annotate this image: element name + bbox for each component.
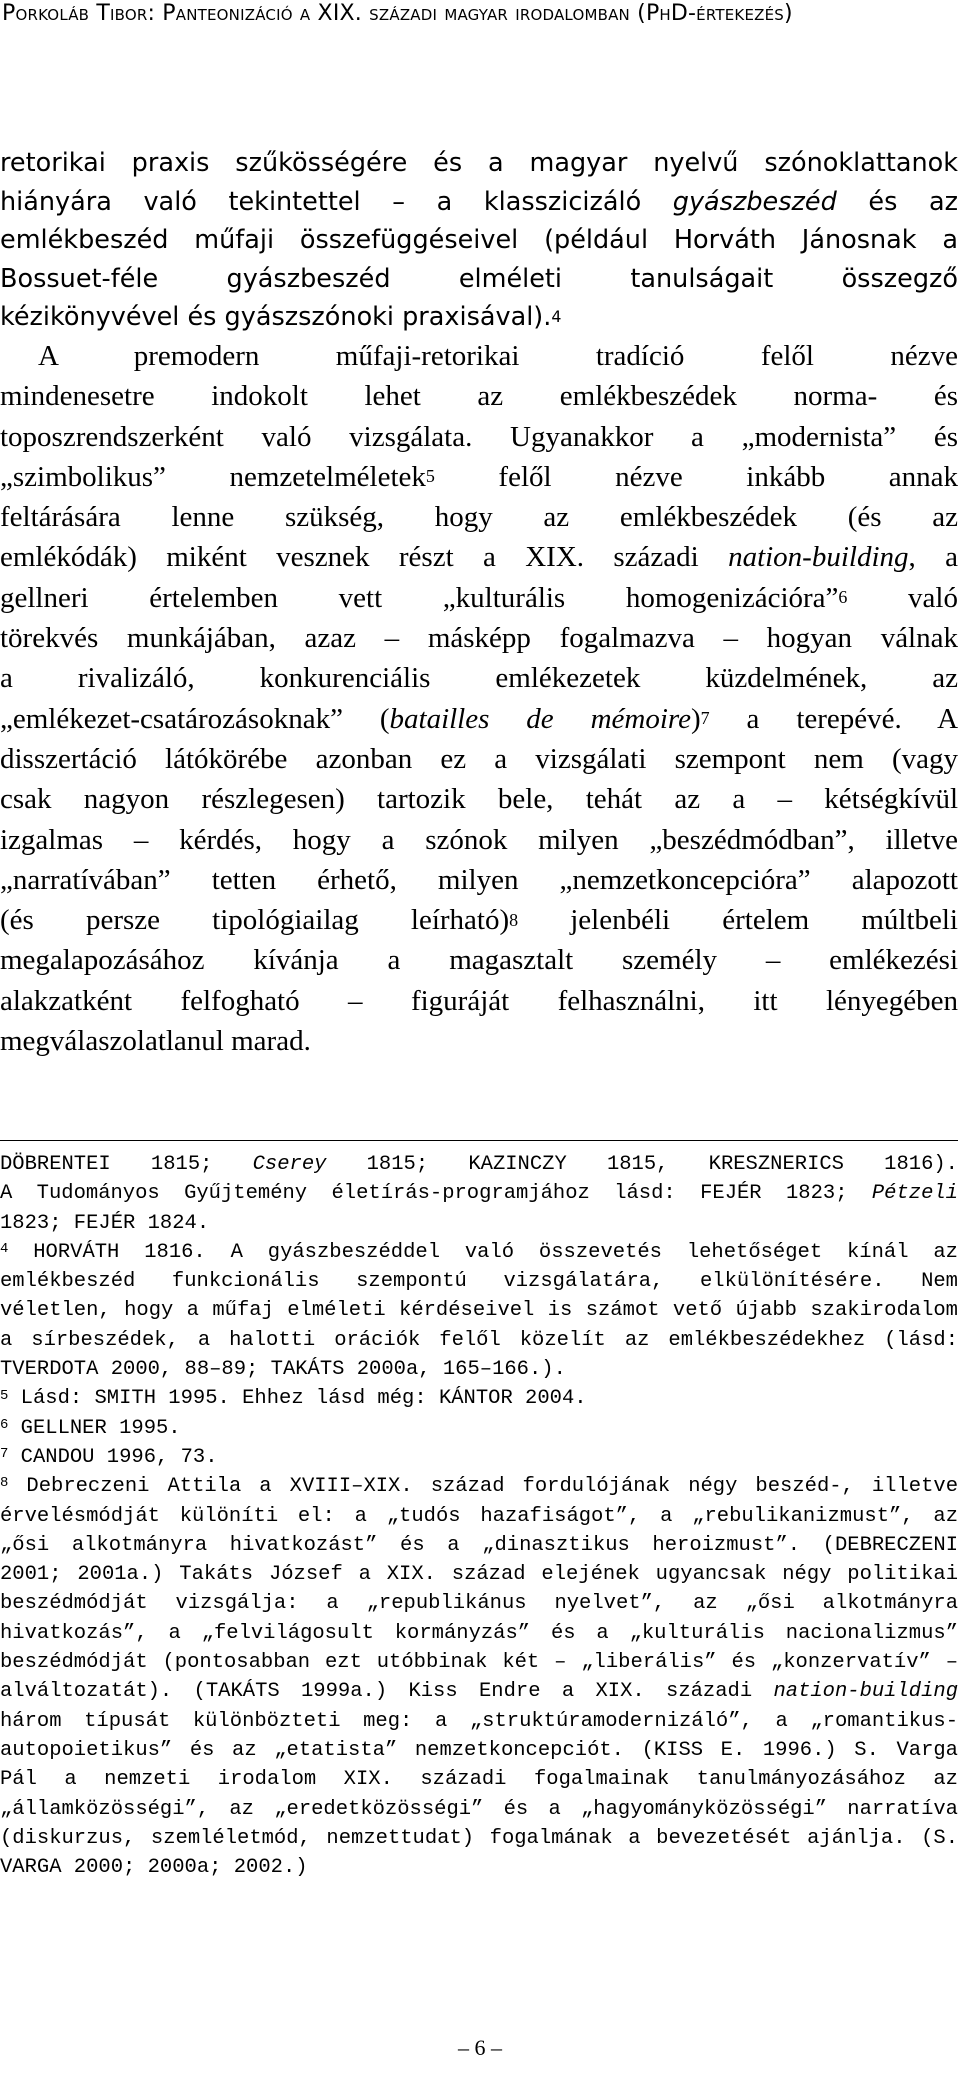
- footnote-text: a sírbeszédek, a halotti orációk felől közelít az emlékbeszédekhez (lásd:: [0, 1328, 958, 1352]
- footnote-line: [0, 1209, 958, 1238]
- line-text: a terepévé. A: [709, 702, 959, 735]
- page-number: – 6 –: [458, 2035, 502, 2060]
- line-text: A premodern műfaji-retorikai tradíció felől nézve: [38, 340, 958, 372]
- text-line: [0, 457, 958, 497]
- text-line: [0, 860, 958, 900]
- footnote-line: [0, 1179, 958, 1208]
- footnote-text: autopoietikus” és az „etatista” nemzetkoncepciót. (KISS E. 1996.) S. Varga: [0, 1738, 958, 1762]
- line-text: megválaszolatlanul marad.: [0, 1025, 311, 1058]
- footnote-reference: 7: [0, 1446, 9, 1463]
- footnote-text: beszédmódját vizsgálja: a „republikánus nyelvet”, az „ősi alkotmányra: [0, 1592, 958, 1616]
- footnote-text: GELLNER 1995.: [8, 1416, 181, 1440]
- footnote-text: (diskurzus, szemléletmód, nemzettudat) fogalmának a bevezetését ajánlja. (S.: [0, 1826, 958, 1850]
- footnote-text: három típusát különbözteti meg: a „struktúramodernizáló”, a „romantikus-: [0, 1709, 958, 1733]
- footnote-separator: [0, 1140, 958, 1141]
- footnote-line: [0, 1765, 958, 1794]
- text-line: [0, 376, 958, 416]
- text-line: [0, 981, 958, 1021]
- line-text: a rivalizáló, konkurenciális emlékezetek küzdelmének, az: [0, 662, 958, 695]
- text-line: [0, 699, 958, 739]
- line-text: való: [847, 581, 958, 614]
- footnote-reference: 8: [0, 1475, 9, 1492]
- footnote-line: [0, 1414, 958, 1443]
- footnote-reference: 4: [0, 1241, 9, 1258]
- footnote-line: [0, 1648, 958, 1677]
- footnote-text: Lásd: SMITH 1995. Ehhez lásd még: KÁNTOR 2004.: [8, 1387, 587, 1411]
- text-line: [0, 183, 958, 222]
- footnote-line: [0, 1472, 958, 1501]
- text-line: [0, 658, 958, 698]
- footnote-line: [0, 1736, 958, 1765]
- line-text: gellneri értelemben vett „kulturális homogenizációra”: [0, 581, 839, 614]
- footnote-line: [0, 1267, 958, 1296]
- footnote-text: HORVÁTH 1816. A gyászbeszéddel való összevetés lehetőséget kínál az: [8, 1240, 958, 1264]
- text-line: [0, 900, 958, 940]
- text-line: [0, 260, 958, 299]
- footnote-line: [0, 1296, 958, 1325]
- text-line: [0, 779, 958, 819]
- line-text: ): [690, 702, 701, 735]
- italic-term: Cserey: [252, 1153, 327, 1176]
- running-head: Porkoláb Tibor: Panteonizáció a XIX. századi magyar irodalomban (PhD-értekezés): [2, 1, 793, 26]
- footnote-text: „államközösségi”, az „eredetközösségi” és a „hagyományközösségi” narratíva: [0, 1797, 958, 1821]
- footnote-text: 1815; KAZINCZY 1815, KRESZNERICS 1816).: [326, 1153, 958, 1176]
- line-text: megalapozásához kívánja a magasztalt személy – emlékezési: [0, 944, 958, 977]
- body-text-sans: [0, 144, 958, 337]
- text-line: [0, 940, 958, 980]
- line-text: csak nagyon részlegesen) tartozik bele, tehát az a – kétségkívül: [0, 783, 958, 816]
- footnote-line: [0, 1619, 958, 1648]
- footnote-line: [0, 1560, 958, 1589]
- footnote-line: [0, 1502, 958, 1531]
- footnote-reference: 7: [700, 708, 710, 729]
- footnote-text: VARGA 2000; 2000a; 2002.): [0, 1856, 308, 1880]
- footnote-line: [0, 1824, 958, 1853]
- footnote-line: [0, 1853, 958, 1882]
- line-text: emlékbeszéd műfaji összefüggéseivel (például Horváth Jánosnak a: [0, 225, 958, 255]
- footnote-text: beszédmódját (pontosabban ezt utóbbinak két – „liberális” és „konzervatív” –: [0, 1651, 958, 1675]
- footnote-text: érvelésmódját különíti el: a „tudós hazafiságot”, a „rebulikanizmust”, az: [0, 1504, 958, 1528]
- line-text: (és persze tipológiailag leírható): [0, 904, 510, 937]
- line-text: „narratívában” tetten érhető, milyen „nemzetkoncepcióra” alapozott: [0, 863, 958, 896]
- line-text: disszertáció látókörébe azonban ez a vizsgálati szempont nem (vagy: [0, 742, 958, 775]
- line-text: kézikönyvével és gyászszónoki praxisával).: [0, 302, 552, 332]
- footnote-text: alváltozatát). (TAKÁTS 1999a.) Kiss Endre a XIX. századi: [0, 1680, 774, 1704]
- text-line: [0, 336, 958, 376]
- line-text: jelenbéli értelem múltbeli: [518, 904, 958, 937]
- footnote-reference: 5: [0, 1387, 9, 1404]
- footnote-line: [0, 1326, 958, 1355]
- line-text: , a: [908, 541, 958, 574]
- footnote-line: [0, 1238, 958, 1267]
- footnote-text: Debreczeni Attila a XVIII–XIX. század fordulójának négy beszéd-, illetve: [8, 1475, 958, 1499]
- footnote-text: emlékbeszéd funkcionális szempontú vizsgálatára, elkülönítésére. Nem: [0, 1270, 958, 1294]
- text-line: [0, 221, 958, 260]
- footnote-line: [0, 1531, 958, 1560]
- line-text: toposzrendszerként való vizsgálata. Ugyanakkor a „modernista” és: [0, 420, 958, 453]
- footnote-text: A Tudományos Gyűjtemény életírás-programjához lásd: FEJÉR 1823;: [0, 1182, 872, 1206]
- footnote-text: 2001; 2001a.) Takáts József a XIX. század elejének ugyancsak négy politikai: [0, 1563, 958, 1587]
- footnote-line: [0, 1355, 958, 1384]
- footnote-reference: 6: [838, 587, 848, 608]
- body-text-serif: [0, 336, 958, 1061]
- line-text: és az: [836, 186, 958, 217]
- line-text: Bossuet-féle gyászbeszéd elméleti tanulságait összegző: [0, 263, 958, 294]
- footnote-line: [0, 1384, 958, 1413]
- footnote-reference: 8: [509, 909, 519, 930]
- text-line: [0, 739, 958, 779]
- line-text: hiányára való tekintettel – a klasszicizáló: [0, 186, 673, 217]
- footnote-text: CANDOU 1996, 73.: [8, 1445, 218, 1469]
- footnote-line: [0, 1443, 958, 1472]
- text-line: [0, 497, 958, 537]
- italic-term: gyászbeszéd: [672, 186, 837, 217]
- footnote-text: Pál a nemzeti irodalom XIX. századi fogalmainak tanulmányozásához az: [0, 1768, 958, 1792]
- footnote-text: „ősi alkotmányra hivatkozást” és a „dinasztikus heroizmust”. (DEBRECZENI: [0, 1533, 958, 1557]
- footnote-text: hivatkozás”, a „felvilágosult kormányzás” és a „kulturális nacionalizmus”: [0, 1621, 958, 1645]
- text-line: [0, 1021, 958, 1061]
- line-text: mindenesetre indokolt lehet az emlékbeszédek norma- és: [0, 380, 958, 413]
- text-line: [0, 537, 958, 577]
- line-text: „emlékezet-csatározásoknak” (: [0, 702, 390, 735]
- italic-term: nation-building: [773, 1680, 958, 1704]
- text-line: [0, 618, 958, 658]
- footnote-line: [0, 1150, 958, 1179]
- footnote-line: [0, 1707, 958, 1736]
- line-text: feltárására lenne szükség, hogy az emlékbeszédek (és az: [0, 501, 958, 534]
- line-text: retorikai praxis szűkösségére és a magyar nyelvű szónoklattanok: [0, 148, 958, 178]
- footnote-reference: 6: [0, 1416, 9, 1433]
- footnote-text: DÖBRENTEI 1815;: [0, 1153, 253, 1176]
- footnote-line: [0, 1589, 958, 1618]
- text-line: [0, 578, 958, 618]
- line-text: izgalmas – kérdés, hogy a szónok milyen „beszédmódban”, illetve: [0, 823, 958, 856]
- line-text: „szimbolikus” nemzetelméletek: [0, 460, 426, 493]
- line-text: törekvés munkájában, azaz – másképp fogalmazva – hogyan válnak: [0, 622, 958, 655]
- italic-term: nation-building: [728, 541, 909, 574]
- footnote-text: 1823; FEJÉR 1824.: [0, 1211, 210, 1235]
- line-text: emlékódák) miként vesznek részt a XIX. századi: [0, 541, 729, 574]
- line-text: alakzatként felfogható – figuráját felhasználni, itt lényegében: [0, 984, 958, 1017]
- footnote-line: [0, 1677, 958, 1706]
- footnote-text: TVERDOTA 2000, 88–89; TAKÁTS 2000a, 165–166.).: [0, 1358, 566, 1382]
- footnote-line: [0, 1795, 958, 1824]
- footnotes: [0, 1150, 958, 1882]
- line-text: felől nézve inkább annak: [434, 460, 958, 493]
- footnote-reference: 4: [551, 306, 562, 326]
- text-line: [0, 298, 958, 337]
- text-line: [0, 144, 958, 183]
- footnote-text: véletlen, hogy a műfaj elméleti kérdéseivel is számot vető újabb szakirodalom: [0, 1299, 958, 1323]
- italic-term: batailles de mémoire: [389, 702, 691, 735]
- text-line: [0, 820, 958, 860]
- footnote-reference: 5: [425, 466, 435, 487]
- italic-term: Pétzeli: [871, 1182, 958, 1206]
- text-line: [0, 417, 958, 457]
